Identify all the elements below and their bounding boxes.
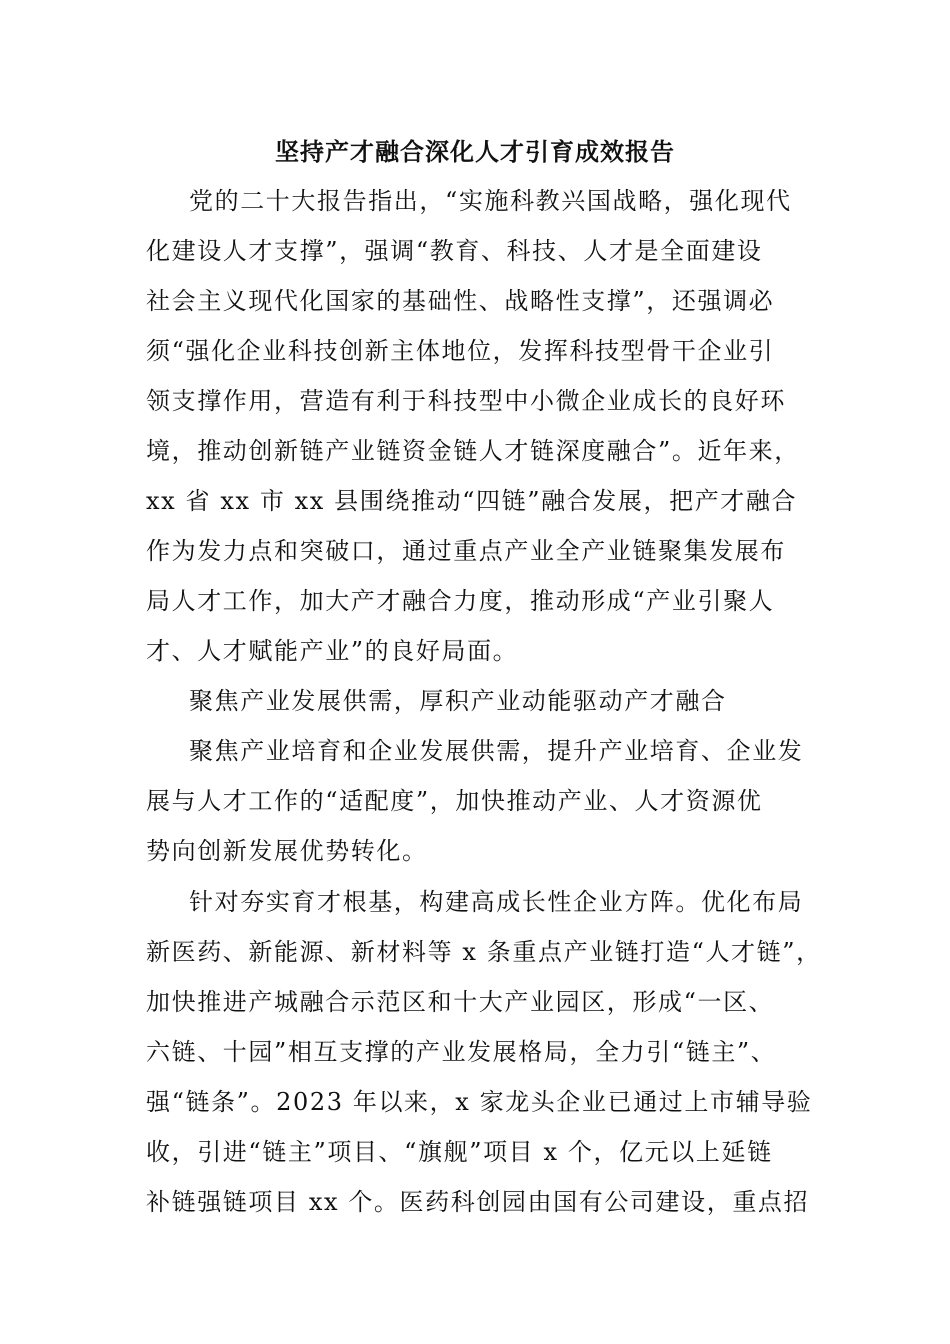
paragraph-line: 加快推进产城融合示范区和十大产业园区，形成“一区、 <box>146 988 775 1016</box>
paragraph-line: 聚焦产业培育和企业发展供需，提升产业培育、企业发 <box>189 737 804 765</box>
paragraph-line: 局人才工作，加大产才融合力度，推动形成“产业引聚人 <box>146 587 775 615</box>
paragraph-line: 社会主义现代化国家的基础性、战略性支撑”，还强调必 <box>146 287 775 315</box>
paragraph-line: 须“强化企业科技创新主体地位，发挥科技型骨干企业引 <box>146 337 775 365</box>
paragraph-line: 作为发力点和突破口，通过重点产业全产业链聚集发展布 <box>146 537 786 565</box>
paragraph-line: 针对夯实育才根基，构建高成长性企业方阵。优化布局 <box>189 888 804 916</box>
paragraph-line: 化建设人才支撑”，强调“教育、科技、人才是全面建设 <box>146 237 763 265</box>
document-title: 坚持产才融合深化人才引育成效报告 <box>275 137 675 166</box>
paragraph-line: 党的二十大报告指出，“实施科教兴国战略，强化现代 <box>189 187 792 215</box>
paragraph-line: 强“链条”。2023 年以来，x 家龙头企业已通过上市辅导验 <box>146 1088 813 1116</box>
paragraph-line: 新医药、新能源、新材料等 x 条重点产业链打造“人才链”， <box>146 938 822 966</box>
paragraph-line: 六链、十园”相互支撑的产业发展格局，全力引“链主”、 <box>146 1038 777 1066</box>
paragraph-line: 境，推动创新链产业链资金链人才链深度融合”。近年来， <box>146 437 800 465</box>
paragraph-line: xx 省 xx 市 xx 县围绕推动“四链”融合发展，把产才融合 <box>146 487 798 515</box>
paragraph-line: 势向创新发展优势转化。 <box>146 837 428 865</box>
paragraph-line: 展与人才工作的“适配度”，加快推动产业、人才资源优 <box>146 787 763 815</box>
paragraph-line: 收，引进“链主”项目、“旗舰”项目 x 个，亿元以上延链 <box>146 1138 773 1166</box>
paragraph-line: 补链强链项目 xx 个。医药科创园由国有公司建设，重点招 <box>146 1188 810 1216</box>
paragraph-line: 才、人才赋能产业”的良好局面。 <box>146 637 519 665</box>
paragraph-line: 领支撑作用，营造有利于科技型中小微企业成长的良好环 <box>146 387 786 415</box>
section-heading: 聚焦产业发展供需，厚积产业动能驱动产才融合 <box>189 687 727 715</box>
